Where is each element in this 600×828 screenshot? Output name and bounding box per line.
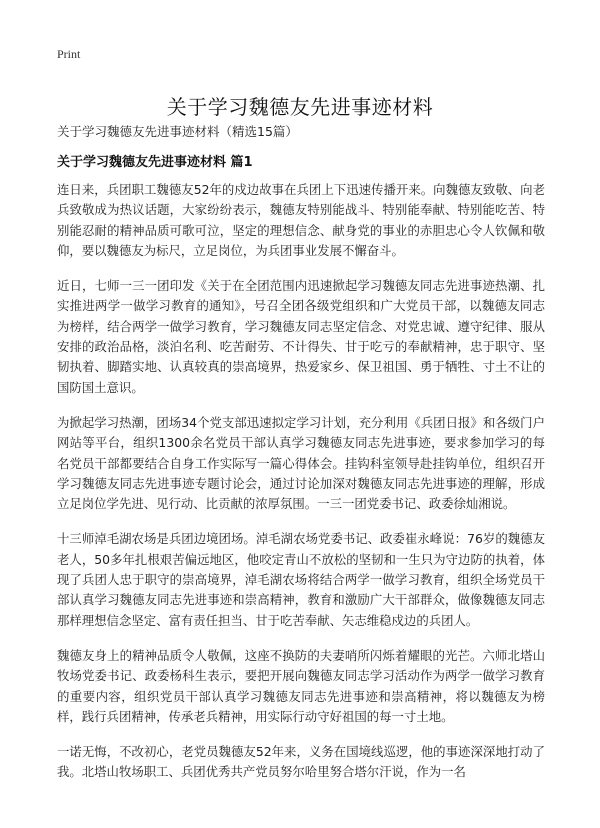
paragraph: 十三师淖毛湖农场是兵团边境团场。淖毛湖农场党委书记、政委崔永峰说：76岁的魏德友老人，50多年扎根艰苦偏远地区，他咬定青山不放松的坚韧和一生只为守边防的执着，体现了兵团人忠于职守的崇高境界，淖毛湖农场将结合两学一做学习教育，组织全场党员干部认真学习魏德友同志先进事迹和崇高精神，教育和激励广大干部群众，做像魏德友同志那样理想信念坚定、富有责任担当、甘于吃苦奉献、矢志维稳戍边的兵团人。 <box>57 531 545 628</box>
paragraph: 一诺无悔，不改初心，老党员魏德友52年来，义务在国境线巡逻，他的事迹深深地打动了我。北塔山牧场职工、兵团优秀共产党员努尔哈里努合塔尔汗说，作为一名 <box>57 744 545 780</box>
document-title: 关于学习魏德友先进事迹材料 <box>166 95 434 120</box>
paragraph: 为掀起学习热潮，团场34个党支部迅速拟定学习计划，充分利用《兵团日报》和各级门户网站等平台，组织1300余名党员干部认真学习魏德友同志先进事迹，要求参加学习的每名党员干部都要结合自身工作实际写一篇心得体会。挂钩科室领导赴挂钩单位，组织召开学习魏德友同志先进事迹专题讨论会，通过讨论加深对魏德友同志先进事迹的理解，形成立足岗位学先进、见行动、比贡献的浓厚氛围。一三一团党委书记、政委徐灿湘说。 <box>57 414 545 512</box>
document-body <box>57 180 545 798</box>
section-heading: 关于学习魏德友先进事迹材料 篇1 <box>57 155 253 170</box>
print-label: Print <box>57 47 81 61</box>
document-subtitle: 关于学习魏德友先进事迹材料（精选15篇） <box>57 124 298 139</box>
paragraph: 魏德友身上的精神品质令人敬佩，这座不换防的夫妻哨所闪烁着耀眼的光芒。六师北塔山牧场党委书记、政委杨科生表示，要把开展向魏德友同志学习活动作为两学一做学习教育的重要内容，组织党员干部认真学习魏德友同志先进事迹和崇高精神，将以魏德友为榜样，践行兵团精神，传承老兵精神，用实际行动守好祖国的每一寸土地。 <box>57 647 545 724</box>
paragraph: 近日，七师一三一团印发《关于在全团范围内迅速掀起学习魏德友同志先进事迹热潮、扎实推进两学一做学习教育的通知》，号召全团各级党组织和广大党员干部，以魏德友同志为榜样，结合两学一做学习教育，学习魏德友同志坚定信念、对党忠诚、遵守纪律、服从安排的政治品格，淡泊名利、吃苦耐劳、不计得失、甘于吃亏的奉献精神，忠于职守、坚韧执着、脚踏实地、认真较真的崇高境界，热爱家乡、保卫祖国、勇于牺牲、寸土不让的国防国土意识。 <box>57 278 545 395</box>
paragraph: 连日来，兵团职工魏德友52年的戍边故事在兵团上下迅速传播开来。向魏德友致敬、向老兵致敬成为热议话题，大家纷纷表示，魏德友特别能战斗、特别能奉献、特别能吃苦、特别能忍耐的精神品质可歌可泣，坚定的理想信念、献身党的事业的赤胆忠心令人钦佩和敬仰，要以魏德友为标尺，立足岗位，为兵团事业发展不懈奋斗。 <box>57 182 545 258</box>
